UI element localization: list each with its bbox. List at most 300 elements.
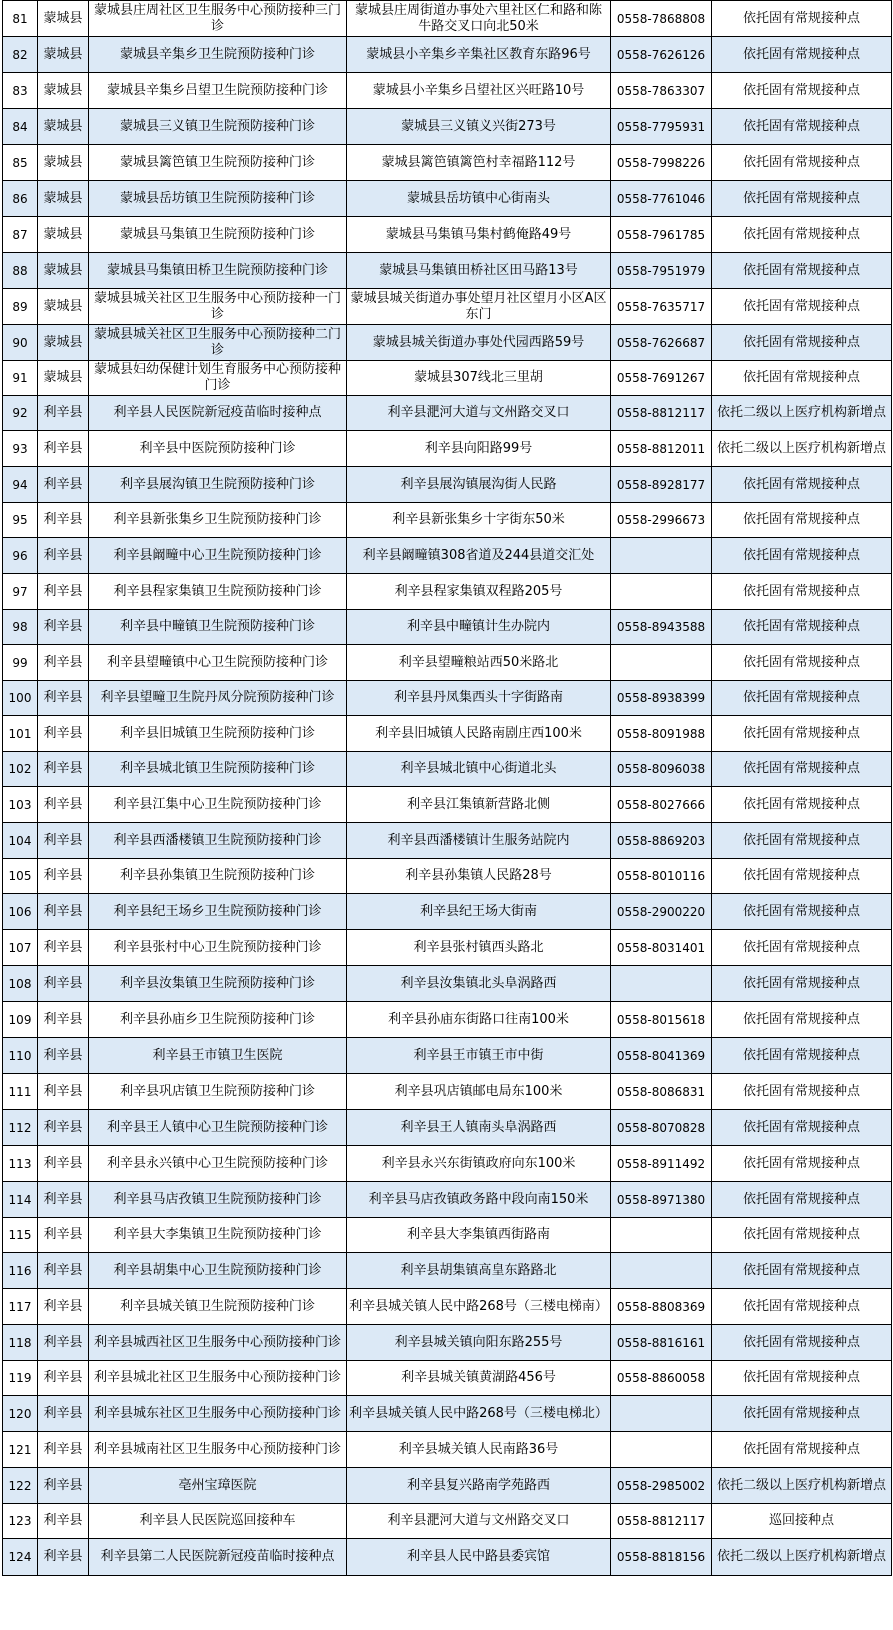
county-cell: 蒙城县: [38, 217, 89, 253]
county-cell: 利辛县: [38, 787, 89, 823]
site-type-cell: 依托固有常规接种点: [712, 37, 892, 73]
site-type-cell: 依托固有常规接种点: [712, 787, 892, 823]
site-type-cell: 依托固有常规接种点: [712, 1146, 892, 1182]
site-name-cell: 利辛县人民医院新冠疫苗临时接种点: [89, 396, 347, 431]
table-row: [3, 574, 892, 610]
row-number: 115: [3, 1218, 38, 1253]
address-cell: 利辛县向阳路99号: [347, 431, 611, 467]
site-name-cell: 利辛县旧城镇卫生院预防接种门诊: [89, 716, 347, 752]
phone-cell: 0558-8070828: [611, 1110, 712, 1146]
table-row: [3, 859, 892, 894]
address-cell: 利辛县中疃镇计生办院内: [347, 610, 611, 645]
row-number: 114: [3, 1182, 38, 1218]
county-cell: 蒙城县: [38, 253, 89, 289]
address-cell: 利辛县巩店镇邮电局东100米: [347, 1074, 611, 1110]
address-cell: 利辛县王市镇王市中街: [347, 1038, 611, 1074]
site-type-cell: 依托固有常规接种点: [712, 217, 892, 253]
address-cell: 利辛县汝集镇北头阜涡路西: [347, 966, 611, 1002]
address-cell: 利辛县复兴路南学苑路西: [347, 1468, 611, 1504]
county-cell: 利辛县: [38, 1396, 89, 1432]
address-cell: 利辛县马店孜镇政务路中段向南150米: [347, 1182, 611, 1218]
phone-cell: 0558-8812117: [611, 396, 712, 431]
county-cell: 蒙城县: [38, 73, 89, 109]
table-row: [3, 1182, 892, 1218]
county-cell: 蒙城县: [38, 109, 89, 145]
site-name-cell: 蒙城县妇幼保健计划生育服务中心预防接种门诊: [89, 361, 347, 396]
row-number: 95: [3, 503, 38, 538]
site-name-cell: 利辛县马店孜镇卫生院预防接种门诊: [89, 1182, 347, 1218]
row-number: 123: [3, 1504, 38, 1539]
row-number: 93: [3, 431, 38, 467]
row-number: 113: [3, 1146, 38, 1182]
site-name-cell: 蒙城县马集镇田桥卫生院预防接种门诊: [89, 253, 347, 289]
table-row: [3, 1110, 892, 1146]
county-cell: 利辛县: [38, 966, 89, 1002]
site-name-cell: 蒙城县篱笆镇卫生院预防接种门诊: [89, 145, 347, 181]
address-cell: 蒙城县城关街道办事处望月社区望月小区A区东门: [347, 289, 611, 325]
site-type-cell: 依托二级以上医疗机构新增点: [712, 396, 892, 431]
site-name-cell: 蒙城县庄周社区卫生服务中心预防接种三门诊: [89, 1, 347, 37]
address-cell: 蒙城县城关街道办事处代园西路59号: [347, 325, 611, 361]
site-name-cell: 利辛县中医院预防接种门诊: [89, 431, 347, 467]
phone-cell: 0558-8812011: [611, 431, 712, 467]
county-cell: 利辛县: [38, 1361, 89, 1396]
county-cell: 利辛县: [38, 1253, 89, 1289]
row-number: 90: [3, 325, 38, 361]
site-name-cell: 利辛县西潘楼镇卫生院预防接种门诊: [89, 823, 347, 859]
site-type-cell: 依托固有常规接种点: [712, 109, 892, 145]
row-number: 104: [3, 823, 38, 859]
phone-cell: 0558-8971380: [611, 1182, 712, 1218]
site-name-cell: 利辛县城关镇卫生院预防接种门诊: [89, 1289, 347, 1325]
table-row: [3, 109, 892, 145]
county-cell: 利辛县: [38, 1504, 89, 1539]
phone-cell: 0558-7868808: [611, 1, 712, 37]
table-row: [3, 1253, 892, 1289]
row-number: 108: [3, 966, 38, 1002]
site-name-cell: 利辛县望疃镇中心卫生院预防接种门诊: [89, 645, 347, 681]
address-cell: 利辛县城关镇向阳东路255号: [347, 1325, 611, 1361]
phone-cell: 0558-8911492: [611, 1146, 712, 1182]
site-type-cell: 依托固有常规接种点: [712, 645, 892, 681]
table-row: [3, 645, 892, 681]
table-row: [3, 930, 892, 966]
site-type-cell: 依托固有常规接种点: [712, 361, 892, 396]
county-cell: 利辛县: [38, 894, 89, 930]
row-number: 88: [3, 253, 38, 289]
site-type-cell: 依托固有常规接种点: [712, 1074, 892, 1110]
county-cell: 利辛县: [38, 1325, 89, 1361]
site-name-cell: 利辛县大李集镇卫生院预防接种门诊: [89, 1218, 347, 1253]
site-type-cell: 依托固有常规接种点: [712, 538, 892, 574]
address-cell: 利辛县新张集乡十字街东50米: [347, 503, 611, 538]
site-name-cell: 利辛县人民医院巡回接种车: [89, 1504, 347, 1539]
table-row: [3, 1074, 892, 1110]
site-name-cell: 利辛县阚疃中心卫生院预防接种门诊: [89, 538, 347, 574]
site-type-cell: 依托固有常规接种点: [712, 1002, 892, 1038]
site-name-cell: 利辛县王人镇中心卫生院预防接种门诊: [89, 1110, 347, 1146]
table-row: [3, 1038, 892, 1074]
address-cell: 利辛县城北镇中心街道北头: [347, 752, 611, 787]
phone-cell: [611, 966, 712, 1002]
county-cell: 利辛县: [38, 1539, 89, 1576]
site-type-cell: 依托固有常规接种点: [712, 1110, 892, 1146]
table-row: [3, 823, 892, 859]
phone-cell: [611, 1396, 712, 1432]
table-row: [3, 894, 892, 930]
site-type-cell: 巡回接种点: [712, 1504, 892, 1539]
county-cell: 蒙城县: [38, 325, 89, 361]
county-cell: 利辛县: [38, 681, 89, 716]
county-cell: 利辛县: [38, 930, 89, 966]
county-cell: 利辛县: [38, 467, 89, 503]
table-row: [3, 752, 892, 787]
address-cell: 蒙城县岳坊镇中心街南头: [347, 181, 611, 217]
site-type-cell: 依托固有常规接种点: [712, 503, 892, 538]
site-type-cell: 依托固有常规接种点: [712, 574, 892, 610]
phone-cell: 0558-7795931: [611, 109, 712, 145]
county-cell: 利辛县: [38, 431, 89, 467]
address-cell: 利辛县旧城镇人民路南剧庄西100米: [347, 716, 611, 752]
county-cell: 蒙城县: [38, 181, 89, 217]
table-row: [3, 716, 892, 752]
row-number: 121: [3, 1432, 38, 1468]
address-cell: 利辛县纪王场大街南: [347, 894, 611, 930]
site-name-cell: 蒙城县三义镇卫生院预防接种门诊: [89, 109, 347, 145]
county-cell: 利辛县: [38, 1074, 89, 1110]
phone-cell: 0558-8928177: [611, 467, 712, 503]
site-type-cell: 依托固有常规接种点: [712, 1182, 892, 1218]
address-cell: 利辛县城关镇人民中路268号（三楼电梯南）: [347, 1289, 611, 1325]
row-number: 91: [3, 361, 38, 396]
phone-cell: 0558-8010116: [611, 859, 712, 894]
site-name-cell: 蒙城县城关社区卫生服务中心预防接种二门诊: [89, 325, 347, 361]
table-row: [3, 1325, 892, 1361]
phone-cell: 0558-8096038: [611, 752, 712, 787]
site-name-cell: 利辛县孙庙乡卫生院预防接种门诊: [89, 1002, 347, 1038]
table-row: [3, 325, 892, 361]
county-cell: 蒙城县: [38, 289, 89, 325]
county-cell: 蒙城县: [38, 145, 89, 181]
address-cell: 利辛县城关镇人民南路36号: [347, 1432, 611, 1468]
site-name-cell: 蒙城县辛集乡卫生院预防接种门诊: [89, 37, 347, 73]
site-type-cell: 依托固有常规接种点: [712, 1396, 892, 1432]
phone-cell: 0558-8869203: [611, 823, 712, 859]
phone-cell: 0558-7626126: [611, 37, 712, 73]
phone-cell: 0558-2996673: [611, 503, 712, 538]
address-cell: 蒙城县三义镇义兴街273号: [347, 109, 611, 145]
row-number: 86: [3, 181, 38, 217]
county-cell: 利辛县: [38, 645, 89, 681]
address-cell: 利辛县孙集镇人民路28号: [347, 859, 611, 894]
county-cell: 利辛县: [38, 1432, 89, 1468]
row-number: 100: [3, 681, 38, 716]
county-cell: 利辛县: [38, 1038, 89, 1074]
site-type-cell: 依托固有常规接种点: [712, 467, 892, 503]
phone-cell: 0558-7951979: [611, 253, 712, 289]
row-number: 101: [3, 716, 38, 752]
phone-cell: 0558-8027666: [611, 787, 712, 823]
address-cell: 蒙城县篱笆镇篱笆村幸福路112号: [347, 145, 611, 181]
site-type-cell: 依托固有常规接种点: [712, 894, 892, 930]
address-cell: 利辛县城关镇黄湖路456号: [347, 1361, 611, 1396]
table-body: [3, 1, 892, 1576]
address-cell: 利辛县淝河大道与文州路交叉口: [347, 1504, 611, 1539]
phone-cell: 0558-8816161: [611, 1325, 712, 1361]
table-row: [3, 361, 892, 396]
address-cell: 利辛县孙庙东街路口往南100米: [347, 1002, 611, 1038]
table-row: [3, 1432, 892, 1468]
phone-cell: 0558-7626687: [611, 325, 712, 361]
county-cell: 利辛县: [38, 1146, 89, 1182]
table-row: [3, 1396, 892, 1432]
table-row: [3, 145, 892, 181]
row-number: 94: [3, 467, 38, 503]
site-name-cell: 利辛县张村中心卫生院预防接种门诊: [89, 930, 347, 966]
address-cell: 利辛县望疃粮站西50米路北: [347, 645, 611, 681]
address-cell: 利辛县永兴东街镇政府向东100米: [347, 1146, 611, 1182]
table-row: [3, 1539, 892, 1576]
phone-cell: 0558-2985002: [611, 1468, 712, 1504]
phone-cell: 0558-8086831: [611, 1074, 712, 1110]
site-name-cell: 利辛县永兴镇中心卫生院预防接种门诊: [89, 1146, 347, 1182]
table-row: [3, 1468, 892, 1504]
site-type-cell: 依托固有常规接种点: [712, 1432, 892, 1468]
phone-cell: 0558-8943588: [611, 610, 712, 645]
row-number: 97: [3, 574, 38, 610]
table-row: [3, 1, 892, 37]
county-cell: 利辛县: [38, 1182, 89, 1218]
site-name-cell: 蒙城县城关社区卫生服务中心预防接种一门诊: [89, 289, 347, 325]
phone-cell: [611, 1218, 712, 1253]
address-cell: 蒙城县马集镇马集村鹤俺路49号: [347, 217, 611, 253]
row-number: 110: [3, 1038, 38, 1074]
phone-cell: 0558-8041369: [611, 1038, 712, 1074]
county-cell: 利辛县: [38, 1218, 89, 1253]
phone-cell: 0558-8031401: [611, 930, 712, 966]
row-number: 81: [3, 1, 38, 37]
address-cell: 蒙城县小辛集乡吕望社区兴旺路10号: [347, 73, 611, 109]
phone-cell: 0558-7761046: [611, 181, 712, 217]
phone-cell: 0558-7863307: [611, 73, 712, 109]
site-name-cell: 利辛县城西社区卫生服务中心预防接种门诊: [89, 1325, 347, 1361]
row-number: 111: [3, 1074, 38, 1110]
row-number: 102: [3, 752, 38, 787]
row-number: 124: [3, 1539, 38, 1576]
table-row: [3, 1289, 892, 1325]
row-number: 85: [3, 145, 38, 181]
site-type-cell: 依托固有常规接种点: [712, 859, 892, 894]
site-name-cell: 蒙城县辛集乡吕望卫生院预防接种门诊: [89, 73, 347, 109]
county-cell: 利辛县: [38, 1002, 89, 1038]
phone-cell: 0558-8938399: [611, 681, 712, 716]
table-row: [3, 1002, 892, 1038]
address-cell: 利辛县胡集镇高皇东路路北: [347, 1253, 611, 1289]
row-number: 107: [3, 930, 38, 966]
site-type-cell: 依托固有常规接种点: [712, 289, 892, 325]
county-cell: 利辛县: [38, 574, 89, 610]
address-cell: 利辛县城关镇人民中路268号（三楼电梯北）: [347, 1396, 611, 1432]
address-cell: 蒙城县庄周街道办事处六里社区仁和路和陈牛路交叉口向北50米: [347, 1, 611, 37]
site-name-cell: 利辛县中疃镇卫生院预防接种门诊: [89, 610, 347, 645]
address-cell: 蒙城县307线北三里胡: [347, 361, 611, 396]
table-row: [3, 1361, 892, 1396]
site-name-cell: 利辛县江集中心卫生院预防接种门诊: [89, 787, 347, 823]
row-number: 89: [3, 289, 38, 325]
site-name-cell: 利辛县王市镇卫生医院: [89, 1038, 347, 1074]
table-row: [3, 1218, 892, 1253]
address-cell: 利辛县人民中路县委宾馆: [347, 1539, 611, 1576]
phone-cell: 0558-8818156: [611, 1539, 712, 1576]
county-cell: 利辛县: [38, 823, 89, 859]
site-name-cell: 利辛县纪王场乡卫生院预防接种门诊: [89, 894, 347, 930]
table-row: [3, 181, 892, 217]
site-type-cell: 依托固有常规接种点: [712, 253, 892, 289]
address-cell: 利辛县江集镇新营路北侧: [347, 787, 611, 823]
county-cell: 利辛县: [38, 396, 89, 431]
site-name-cell: 亳州宝璋医院: [89, 1468, 347, 1504]
site-name-cell: 利辛县巩店镇卫生院预防接种门诊: [89, 1074, 347, 1110]
site-type-cell: 依托固有常规接种点: [712, 610, 892, 645]
phone-cell: [611, 645, 712, 681]
county-cell: 利辛县: [38, 538, 89, 574]
table-row: [3, 73, 892, 109]
site-type-cell: 依托固有常规接种点: [712, 966, 892, 1002]
phone-cell: [611, 1253, 712, 1289]
row-number: 116: [3, 1253, 38, 1289]
site-type-cell: 依托固有常规接种点: [712, 716, 892, 752]
site-type-cell: 依托固有常规接种点: [712, 73, 892, 109]
table-row: [3, 681, 892, 716]
address-cell: 利辛县丹凤集西头十字街路南: [347, 681, 611, 716]
phone-cell: 0558-8091988: [611, 716, 712, 752]
vaccination-sites-table: [2, 0, 892, 1576]
county-cell: 蒙城县: [38, 37, 89, 73]
table-row: [3, 217, 892, 253]
table-row: [3, 1504, 892, 1539]
row-number: 118: [3, 1325, 38, 1361]
site-type-cell: 依托固有常规接种点: [712, 1038, 892, 1074]
row-number: 112: [3, 1110, 38, 1146]
site-type-cell: 依托固有常规接种点: [712, 1325, 892, 1361]
site-type-cell: 依托固有常规接种点: [712, 930, 892, 966]
site-type-cell: 依托固有常规接种点: [712, 1361, 892, 1396]
site-type-cell: 依托固有常规接种点: [712, 823, 892, 859]
site-name-cell: 利辛县城南社区卫生服务中心预防接种门诊: [89, 1432, 347, 1468]
address-cell: 利辛县阚疃镇308省道及244县道交汇处: [347, 538, 611, 574]
site-type-cell: 依托二级以上医疗机构新增点: [712, 1468, 892, 1504]
row-number: 103: [3, 787, 38, 823]
phone-cell: 0558-8015618: [611, 1002, 712, 1038]
county-cell: 利辛县: [38, 610, 89, 645]
county-cell: 蒙城县: [38, 1, 89, 37]
phone-cell: 0558-8812117: [611, 1504, 712, 1539]
table-row: [3, 253, 892, 289]
row-number: 119: [3, 1361, 38, 1396]
row-number: 84: [3, 109, 38, 145]
site-type-cell: 依托二级以上医疗机构新增点: [712, 1539, 892, 1576]
row-number: 82: [3, 37, 38, 73]
address-cell: 蒙城县马集镇田桥社区田马路13号: [347, 253, 611, 289]
site-type-cell: 依托固有常规接种点: [712, 181, 892, 217]
table-row: [3, 787, 892, 823]
site-name-cell: 利辛县孙集镇卫生院预防接种门诊: [89, 859, 347, 894]
site-name-cell: 利辛县新张集乡卫生院预防接种门诊: [89, 503, 347, 538]
phone-cell: 0558-7691267: [611, 361, 712, 396]
site-type-cell: 依托固有常规接种点: [712, 681, 892, 716]
row-number: 83: [3, 73, 38, 109]
table-row: [3, 503, 892, 538]
county-cell: 蒙城县: [38, 361, 89, 396]
site-name-cell: 利辛县汝集镇卫生院预防接种门诊: [89, 966, 347, 1002]
row-number: 96: [3, 538, 38, 574]
site-type-cell: 依托固有常规接种点: [712, 325, 892, 361]
phone-cell: 0558-2900220: [611, 894, 712, 930]
county-cell: 利辛县: [38, 716, 89, 752]
table-row: [3, 1146, 892, 1182]
phone-cell: 0558-7635717: [611, 289, 712, 325]
county-cell: 利辛县: [38, 1289, 89, 1325]
site-name-cell: 蒙城县岳坊镇卫生院预防接种门诊: [89, 181, 347, 217]
county-cell: 利辛县: [38, 859, 89, 894]
site-name-cell: 利辛县展沟镇卫生院预防接种门诊: [89, 467, 347, 503]
site-name-cell: 利辛县第二人民医院新冠疫苗临时接种点: [89, 1539, 347, 1576]
county-cell: 利辛县: [38, 752, 89, 787]
phone-cell: [611, 1432, 712, 1468]
site-name-cell: 利辛县城北社区卫生服务中心预防接种门诊: [89, 1361, 347, 1396]
table-row: [3, 966, 892, 1002]
site-name-cell: 利辛县城东社区卫生服务中心预防接种门诊: [89, 1396, 347, 1432]
row-number: 99: [3, 645, 38, 681]
site-name-cell: 利辛县胡集中心卫生院预防接种门诊: [89, 1253, 347, 1289]
county-cell: 利辛县: [38, 503, 89, 538]
table-row: [3, 431, 892, 467]
address-cell: 利辛县大李集镇西街路南: [347, 1218, 611, 1253]
site-type-cell: 依托二级以上医疗机构新增点: [712, 431, 892, 467]
site-type-cell: 依托固有常规接种点: [712, 1218, 892, 1253]
row-number: 92: [3, 396, 38, 431]
county-cell: 利辛县: [38, 1468, 89, 1504]
address-cell: 利辛县张村镇西头路北: [347, 930, 611, 966]
address-cell: 利辛县西潘楼镇计生服务站院内: [347, 823, 611, 859]
row-number: 122: [3, 1468, 38, 1504]
site-name-cell: 蒙城县马集镇卫生院预防接种门诊: [89, 217, 347, 253]
phone-cell: [611, 574, 712, 610]
site-name-cell: 利辛县望疃卫生院丹凤分院预防接种门诊: [89, 681, 347, 716]
site-type-cell: 依托固有常规接种点: [712, 1253, 892, 1289]
address-cell: 利辛县王人镇南头阜涡路西: [347, 1110, 611, 1146]
county-cell: 利辛县: [38, 1110, 89, 1146]
site-name-cell: 利辛县程家集镇卫生院预防接种门诊: [89, 574, 347, 610]
table-row: [3, 538, 892, 574]
table-row: [3, 610, 892, 645]
phone-cell: 0558-7961785: [611, 217, 712, 253]
site-type-cell: 依托固有常规接种点: [712, 1, 892, 37]
row-number: 120: [3, 1396, 38, 1432]
address-cell: 利辛县展沟镇展沟街人民路: [347, 467, 611, 503]
table-row: [3, 37, 892, 73]
row-number: 117: [3, 1289, 38, 1325]
row-number: 98: [3, 610, 38, 645]
site-type-cell: 依托固有常规接种点: [712, 752, 892, 787]
row-number: 109: [3, 1002, 38, 1038]
row-number: 105: [3, 859, 38, 894]
table-row: [3, 467, 892, 503]
address-cell: 利辛县淝河大道与文州路交叉口: [347, 396, 611, 431]
site-type-cell: 依托固有常规接种点: [712, 1289, 892, 1325]
site-name-cell: 利辛县城北镇卫生院预防接种门诊: [89, 752, 347, 787]
table-row: [3, 396, 892, 431]
